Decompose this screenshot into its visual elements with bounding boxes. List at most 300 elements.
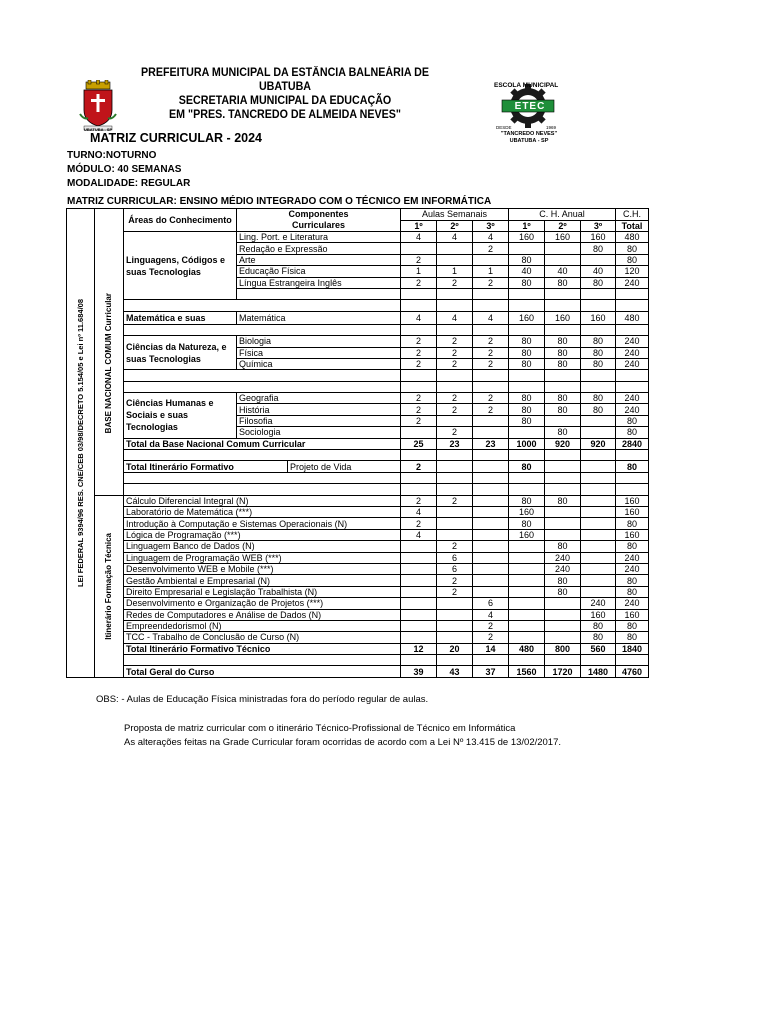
meta-modulo: MÓDULO: 40 SEMANAS	[67, 164, 182, 175]
cell-t: 80	[616, 518, 649, 529]
cell-a3: 4	[473, 609, 509, 620]
crest-caption: UBATUBA - SP	[84, 127, 113, 132]
header-line-1: PREFEITURA MUNICIPAL DA ESTÂNCIA BALNEÁRIA DE UBATUBA	[141, 67, 429, 93]
header-aulas: Aulas Semanais	[401, 209, 509, 221]
cell-a1: 4	[401, 232, 437, 243]
cell-h1: 160	[509, 311, 545, 324]
cell-h2	[545, 415, 581, 426]
spacer-row	[67, 370, 649, 381]
cell-h1: 80	[509, 254, 545, 265]
cell-a1	[401, 609, 437, 620]
total-tec-row	[67, 643, 649, 654]
total-base-label: Total da Base Nacional Comum Curricular	[124, 438, 401, 449]
cell-h3	[581, 563, 616, 574]
cell-a3	[473, 575, 509, 586]
cell-h3	[581, 254, 616, 265]
cell-a2: 4	[437, 311, 473, 324]
cell-a1: 2	[401, 336, 437, 347]
cell-a2: 2	[437, 495, 473, 506]
total-tec-label: Total Itinerário Formativo Técnico	[124, 643, 401, 654]
table-row	[67, 552, 649, 563]
cell-h2: 160	[545, 232, 581, 243]
cell-h1: 80	[509, 518, 545, 529]
cell-t: 80	[616, 415, 649, 426]
table-row	[67, 311, 649, 324]
cell-h3: 920	[581, 438, 616, 449]
header-aulas-y3: 3º	[473, 220, 509, 232]
cell-h2: 80	[545, 277, 581, 288]
cell-h3	[581, 495, 616, 506]
cell-h1	[509, 243, 545, 254]
cell-h3	[581, 586, 616, 597]
cell-a3: 2	[473, 358, 509, 369]
cell-t: 4760	[616, 666, 649, 677]
component-name: Sociologia	[237, 427, 401, 438]
cell-a3: 23	[473, 438, 509, 449]
law-note: As alterações feitas na Grade Curricular foram ocorridas de acordo com a Lei Nº 13.415 de 13/02/2017.	[124, 737, 562, 748]
cell-h3: 160	[581, 609, 616, 620]
cell-h3: 80	[581, 404, 616, 415]
component-name: Educação Física	[237, 266, 401, 277]
cell-h2: 160	[545, 311, 581, 324]
cell-h1: 80	[509, 415, 545, 426]
cell-t: 240	[616, 347, 649, 358]
table-row	[67, 506, 649, 517]
cell-h2: 80	[545, 427, 581, 438]
cell-a2: 2	[437, 393, 473, 404]
cell-h3: 80	[581, 243, 616, 254]
component-name: Matemática	[237, 311, 401, 324]
cell-a1: 2	[401, 254, 437, 265]
cell-a3	[473, 427, 509, 438]
cell-a1	[401, 541, 437, 552]
cell-h1	[509, 427, 545, 438]
cell-a3	[473, 495, 509, 506]
cell-a3: 2	[473, 620, 509, 631]
table-row	[67, 598, 649, 609]
cell-h2	[545, 598, 581, 609]
cell-h2: 80	[545, 495, 581, 506]
cell-t: 240	[616, 277, 649, 288]
school-logo-mark: ETEC	[514, 101, 546, 112]
spacer-row	[67, 300, 649, 311]
cell-a1: 2	[401, 495, 437, 506]
cell-t: 480	[616, 311, 649, 324]
cell-h3: 80	[581, 336, 616, 347]
cell-a1	[401, 575, 437, 586]
cell-a2	[437, 598, 473, 609]
cell-a3: 2	[473, 336, 509, 347]
component-name: Biologia	[237, 336, 401, 347]
total-base-row	[67, 438, 649, 449]
cell-a2	[437, 506, 473, 517]
itinerario-label: Itinerário Formação Técnica	[104, 532, 113, 640]
table-row	[67, 336, 649, 347]
cell-a2: 2	[437, 358, 473, 369]
cell-a1: 4	[401, 506, 437, 517]
cell-h2: 1720	[545, 666, 581, 677]
cell-t: 80	[616, 461, 649, 472]
cell-a2: 2	[437, 336, 473, 347]
cell-t: 80	[616, 632, 649, 643]
tec-component-name: Empreendedorismol (N)	[124, 620, 401, 631]
cell-h1: 80	[509, 461, 545, 472]
tec-component-name: Linguagem de Programação WEB (***)	[124, 552, 401, 563]
cell-h3: 80	[581, 277, 616, 288]
legal-basis-label: LEI FEDERAL 9394/96 RES. CNE/CEB 03/98/DECRETO 5.154/05 e Lei nº 11.684/08	[75, 298, 85, 587]
cell-a3: 6	[473, 598, 509, 609]
cell-h2: 80	[545, 586, 581, 597]
cell-h3: 80	[581, 632, 616, 643]
cell-a3: 2	[473, 277, 509, 288]
cell-h3: 240	[581, 598, 616, 609]
cell-a3	[473, 563, 509, 574]
tec-component-name: Direito Empresarial e Legislação Trabalhista (N)	[124, 586, 401, 597]
cell-a2	[437, 254, 473, 265]
spacer-row	[67, 484, 649, 495]
cell-h1	[509, 541, 545, 552]
header-componentes: Componentes Curriculares	[237, 209, 401, 232]
cell-a2: 6	[437, 563, 473, 574]
cell-a2	[437, 620, 473, 631]
cell-t: 80	[616, 427, 649, 438]
cell-a2: 23	[437, 438, 473, 449]
area-linguagens: Linguagens, Códigos e suas Tecnologias	[124, 232, 237, 300]
proposal-note: Proposta de matriz curricular com o itinerário Técnico-Profissional de Técnico em Informática	[124, 723, 516, 734]
cell-a1: 2	[401, 347, 437, 358]
legal-basis-cell	[67, 209, 95, 678]
cell-a2: 6	[437, 552, 473, 563]
table-row	[67, 632, 649, 643]
cell-t: 160	[616, 609, 649, 620]
cell-h3: 1480	[581, 666, 616, 677]
cell-h3	[581, 415, 616, 426]
cell-a1: 2	[401, 358, 437, 369]
cell-a2: 43	[437, 666, 473, 677]
tec-component-name: Lógica de Programação (***)	[124, 529, 401, 540]
cell-h3: 80	[581, 347, 616, 358]
cell-h1: 80	[509, 347, 545, 358]
cell-h1	[509, 598, 545, 609]
cell-h1: 160	[509, 506, 545, 517]
school-logo-name: "TANCREDO NEVES"	[500, 131, 558, 137]
table-row	[67, 518, 649, 529]
cell-h2	[545, 620, 581, 631]
school-logo-year: 1969	[546, 125, 557, 130]
school-logo-top: ESCOLA MUNICIPAL	[494, 82, 559, 89]
cell-a1: 2	[401, 415, 437, 426]
cell-h3: 80	[581, 393, 616, 404]
cell-t: 240	[616, 552, 649, 563]
cell-t: 160	[616, 495, 649, 506]
projeto-de-vida: Projeto de Vida	[288, 461, 401, 472]
page-header	[135, 66, 434, 122]
table-row	[67, 620, 649, 631]
cell-h2: 80	[545, 336, 581, 347]
tec-component-name: Gestão Ambiental e Empresarial (N)	[124, 575, 401, 586]
header-ch-y3: 3º	[581, 220, 616, 232]
obs-note: OBS: - Aulas de Educação Física ministradas fora do período regular de aulas.	[96, 694, 429, 705]
cell-h2	[545, 506, 581, 517]
cell-h3	[581, 461, 616, 472]
cell-a3: 2	[473, 632, 509, 643]
table-row	[67, 609, 649, 620]
cell-h2: 80	[545, 393, 581, 404]
header-ch-total: Total	[616, 220, 649, 232]
cell-h3	[581, 552, 616, 563]
cell-h2	[545, 518, 581, 529]
header-aulas-y2: 2º	[437, 220, 473, 232]
cell-h3	[581, 518, 616, 529]
cell-h3	[581, 575, 616, 586]
table-row	[67, 393, 649, 404]
cell-a1	[401, 243, 437, 254]
header-line-2: SECRETARIA MUNICIPAL DA EDUCAÇÃO	[178, 95, 392, 107]
cell-a3: 4	[473, 311, 509, 324]
cell-a2: 2	[437, 586, 473, 597]
cell-a1	[401, 620, 437, 631]
cell-t: 120	[616, 266, 649, 277]
cell-h2	[545, 254, 581, 265]
component-name: Física	[237, 347, 401, 358]
cell-a3	[473, 415, 509, 426]
total-itinerario-label: Total Itinerário Formativo	[124, 461, 288, 472]
cell-a1: 2	[401, 461, 437, 472]
cell-a3	[473, 586, 509, 597]
cell-h2	[545, 243, 581, 254]
meta-modalidade: MODALIDADE: REGULAR	[67, 178, 191, 189]
cell-t: 80	[616, 586, 649, 597]
spacer-row	[67, 450, 649, 461]
cell-t: 80	[616, 254, 649, 265]
cell-a3	[473, 529, 509, 540]
cell-a1: 1	[401, 266, 437, 277]
cell-h1: 80	[509, 358, 545, 369]
cell-t: 160	[616, 506, 649, 517]
cell-a2: 2	[437, 427, 473, 438]
cell-a1: 4	[401, 529, 437, 540]
cell-a1: 25	[401, 438, 437, 449]
cell-a1	[401, 427, 437, 438]
spacer-row	[67, 381, 649, 392]
cell-h3: 160	[581, 311, 616, 324]
table-row	[67, 563, 649, 574]
component-name: Filosofia	[237, 415, 401, 426]
cell-a3: 14	[473, 643, 509, 654]
cell-h1: 80	[509, 495, 545, 506]
cell-a3	[473, 461, 509, 472]
cell-h3	[581, 529, 616, 540]
cell-h2: 80	[545, 404, 581, 415]
cell-a2: 20	[437, 643, 473, 654]
area-matematica: Matemática e suas	[124, 311, 237, 324]
base-nacional-label: BASE NACIONAL COMUM Curricular	[104, 292, 113, 434]
component-name: Química	[237, 358, 401, 369]
cell-a3: 37	[473, 666, 509, 677]
table-row	[67, 541, 649, 552]
cell-a3: 4	[473, 232, 509, 243]
cell-h1: 80	[509, 277, 545, 288]
cell-a1	[401, 598, 437, 609]
cell-a1: 2	[401, 393, 437, 404]
cell-a2	[437, 609, 473, 620]
cell-h1	[509, 563, 545, 574]
cell-a3	[473, 518, 509, 529]
cell-h1	[509, 552, 545, 563]
cell-a1	[401, 563, 437, 574]
tec-component-name: Desenvolvimento WEB e Mobile (***)	[124, 563, 401, 574]
cell-h3: 80	[581, 358, 616, 369]
cell-a1: 12	[401, 643, 437, 654]
cell-h1: 80	[509, 336, 545, 347]
cell-t: 160	[616, 529, 649, 540]
cell-a1: 2	[401, 404, 437, 415]
tec-component-name: Introdução à Computação e Sistemas Operacionais (N)	[124, 518, 401, 529]
cell-h3	[581, 541, 616, 552]
cell-a2: 2	[437, 347, 473, 358]
cell-a1: 39	[401, 666, 437, 677]
curriculum-table-body	[67, 209, 649, 678]
base-nacional-side	[95, 232, 124, 496]
total-geral-label: Total Geral do Curso	[124, 666, 401, 677]
cell-h2: 40	[545, 266, 581, 277]
cell-t: 480	[616, 232, 649, 243]
component-name: Redação e Expressão	[237, 243, 401, 254]
cell-a3	[473, 254, 509, 265]
cell-h2: 80	[545, 541, 581, 552]
cell-h2: 80	[545, 575, 581, 586]
cell-h1	[509, 620, 545, 631]
cell-a2	[437, 243, 473, 254]
table-row	[67, 586, 649, 597]
cell-a2	[437, 518, 473, 529]
total-geral-row	[67, 666, 649, 677]
cell-a3	[473, 506, 509, 517]
cell-a3: 2	[473, 404, 509, 415]
header-ch-y2: 2º	[545, 220, 581, 232]
spacer-row	[67, 655, 649, 666]
itinerario-side	[95, 495, 124, 677]
cell-h2	[545, 632, 581, 643]
cell-t: 80	[616, 541, 649, 552]
header-aulas-y1: 1º	[401, 220, 437, 232]
cell-a2: 2	[437, 404, 473, 415]
cell-h1: 80	[509, 393, 545, 404]
tec-component-name: Laboratório de Matemática (***)	[124, 506, 401, 517]
school-logo-since: DESDE	[496, 125, 512, 130]
table-row	[67, 575, 649, 586]
cell-h1: 1560	[509, 666, 545, 677]
spacer-row	[67, 324, 649, 335]
cell-h2: 240	[545, 552, 581, 563]
cell-h1	[509, 586, 545, 597]
cell-a3: 2	[473, 243, 509, 254]
cell-h1: 480	[509, 643, 545, 654]
cell-t: 240	[616, 404, 649, 415]
cell-a2: 2	[437, 575, 473, 586]
cell-t: 240	[616, 358, 649, 369]
cell-h2	[545, 609, 581, 620]
header-areas: Áreas do Conhecimento	[124, 209, 237, 232]
cell-h1: 160	[509, 232, 545, 243]
cell-a1	[401, 586, 437, 597]
cell-h3: 560	[581, 643, 616, 654]
total-itinerario-row	[67, 461, 649, 472]
cell-h3	[581, 427, 616, 438]
header-line-3: EM "PRES. TANCREDO DE ALMEIDA NEVES"	[168, 109, 401, 121]
cell-a3: 1	[473, 266, 509, 277]
cell-t: 2840	[616, 438, 649, 449]
component-name: Ling. Port. e Literatura	[237, 232, 401, 243]
cell-a1: 2	[401, 277, 437, 288]
cell-h1: 80	[509, 404, 545, 415]
page-title: MATRIZ CURRICULAR - 2024	[90, 131, 262, 145]
tec-component-name: Linguagem Banco de Dados (N)	[124, 541, 401, 552]
cell-h1: 1000	[509, 438, 545, 449]
spacer-row	[67, 472, 649, 483]
cell-a2	[437, 632, 473, 643]
cell-a3	[473, 552, 509, 563]
cell-a2: 2	[437, 277, 473, 288]
table-row	[67, 495, 649, 506]
meta-matriz: MATRIZ CURRICULAR: ENSINO MÉDIO INTEGRADO COM O TÉCNICO EM INFORMÁTICA	[67, 196, 492, 207]
cell-a2: 1	[437, 266, 473, 277]
cell-h2	[545, 529, 581, 540]
cell-a2	[437, 415, 473, 426]
cell-t: 240	[616, 598, 649, 609]
cell-a3: 2	[473, 393, 509, 404]
school-logo-city: UBATUBA - SP	[509, 138, 549, 144]
cell-t: 80	[616, 620, 649, 631]
cell-a1: 4	[401, 311, 437, 324]
cell-t: 1840	[616, 643, 649, 654]
cell-h2: 240	[545, 563, 581, 574]
cell-h2: 920	[545, 438, 581, 449]
cell-t: 240	[616, 563, 649, 574]
cell-t: 240	[616, 393, 649, 404]
curriculum-table	[66, 208, 649, 678]
cell-h3: 40	[581, 266, 616, 277]
cell-h3: 80	[581, 620, 616, 631]
cell-h2: 80	[545, 358, 581, 369]
cell-a1: 2	[401, 518, 437, 529]
cell-a3	[473, 541, 509, 552]
cell-a2	[437, 529, 473, 540]
cell-h3	[581, 506, 616, 517]
area-humanas: Ciências Humanas e Sociais e suas Tecnologias	[124, 393, 237, 439]
cell-a2: 2	[437, 541, 473, 552]
component-name: História	[237, 404, 401, 415]
tec-component-name: Redes de Computadores e Análise de Dados (N)	[124, 609, 401, 620]
cell-t: 80	[616, 575, 649, 586]
table-row	[67, 529, 649, 540]
municipal-crest-logo	[78, 80, 118, 134]
cell-t: 80	[616, 243, 649, 254]
header-ch-y1: 1º	[509, 220, 545, 232]
cell-h1	[509, 575, 545, 586]
cell-t: 240	[616, 336, 649, 347]
table-header-row	[67, 209, 649, 221]
area-natureza: Ciências da Natureza, e suas Tecnologias	[124, 336, 237, 370]
header-ch: C.H.	[616, 209, 649, 221]
cell-a2: 4	[437, 232, 473, 243]
cell-a1	[401, 632, 437, 643]
cell-h1: 40	[509, 266, 545, 277]
cell-a1	[401, 552, 437, 563]
cell-h3: 160	[581, 232, 616, 243]
component-name: Arte	[237, 254, 401, 265]
cell-a2	[437, 461, 473, 472]
